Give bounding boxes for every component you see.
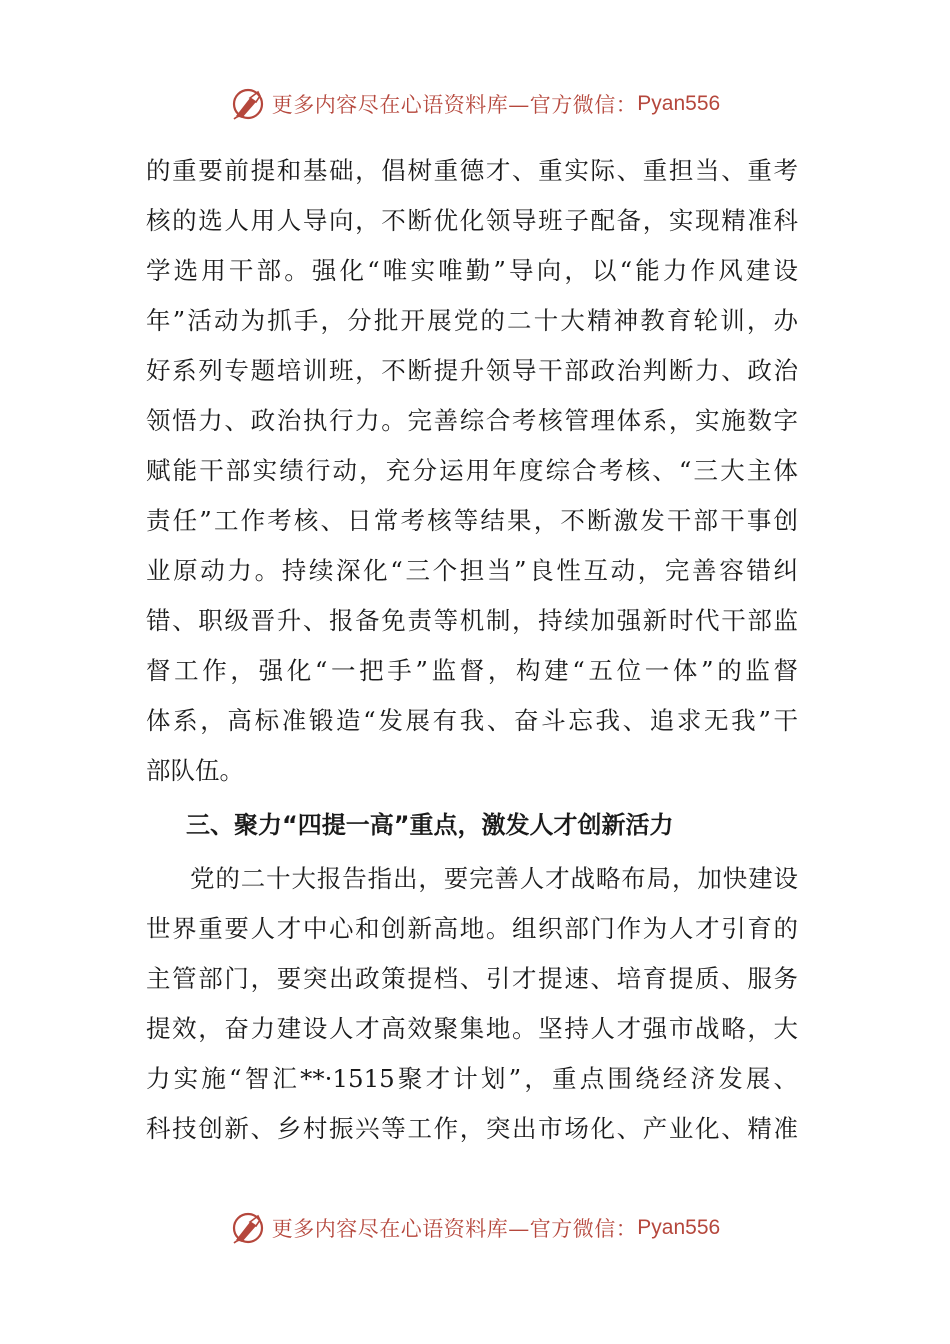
text-line: 体系，高标准锻造“发展有我、奋斗忘我、追求无我”干 xyxy=(146,706,798,735)
document-body xyxy=(146,146,798,1154)
text-line: 的重要前提和基础，倡树重德才、重实际、重担当、重考 xyxy=(146,156,798,185)
text-line: 业原动力。持续深化“三个担当”良性互动，完善容错纠 xyxy=(146,556,798,585)
text-line: 世界重要人才中心和创新高地。组织部门作为人才引育的 xyxy=(146,914,798,943)
text-line: 核的选人用人导向，不断优化领导班子配备，实现精准科 xyxy=(146,206,798,235)
text-line: 提效，奋力建设人才高效聚集地。坚持人才强市战略，大 xyxy=(146,1014,798,1043)
banner-wechat-id: Pyan556 xyxy=(637,92,721,115)
footer-watermark-banner xyxy=(0,1206,950,1250)
text-line: 党的二十大报告指出，要完善人才战略布局，加快建设 xyxy=(190,864,798,893)
text-line: 主管部门，要突出政策提档、引才提速、培育提质、服务 xyxy=(146,964,798,993)
banner-wechat-id: Pyan556 xyxy=(637,1216,721,1239)
text-line: 部队伍。 xyxy=(146,756,244,785)
paragraph-2 xyxy=(146,854,798,1154)
paragraph-1 xyxy=(146,146,798,796)
banner-text: 更多内容尽在心语资料库—官方微信： xyxy=(271,93,638,117)
text-line: 督工作，强化“一把手”监督，构建“五位一体”的监督 xyxy=(146,656,798,685)
text-line: 学选用干部。强化“唯实唯勤”导向，以“能力作风建设 xyxy=(146,256,798,285)
text-line: 领悟力、政治执行力。完善综合考核管理体系，实施数字 xyxy=(146,406,798,435)
text-line: 好系列专题培训班，不断提升领导干部政治判断力、政治 xyxy=(146,356,798,385)
text-line: 年”活动为抓手，分批开展党的二十大精神教育轮训，办 xyxy=(146,306,798,335)
text-line: 错、职级晋升、报备免责等机制，持续加强新时代干部监 xyxy=(146,606,798,635)
text-line: 赋能干部实绩行动，充分运用年度综合考核、“三大主体 xyxy=(146,456,798,485)
section-heading: 三、聚力“四提一高”重点，激发人才创新活力 xyxy=(186,811,674,839)
text-line: 科技创新、乡村振兴等工作，突出市场化、产业化、精准 xyxy=(146,1114,798,1143)
pen-nib-logo-icon xyxy=(230,86,266,122)
text-line: 力实施“智汇**·1515聚才计划”，重点围绕经济发展、 xyxy=(146,1064,798,1093)
pen-nib-logo-icon xyxy=(230,1210,266,1246)
text-line: 责任”工作考核、日常考核等结果，不断激发干部干事创 xyxy=(146,506,798,535)
header-watermark-banner xyxy=(0,82,950,126)
banner-text: 更多内容尽在心语资料库—官方微信： xyxy=(271,1217,638,1241)
